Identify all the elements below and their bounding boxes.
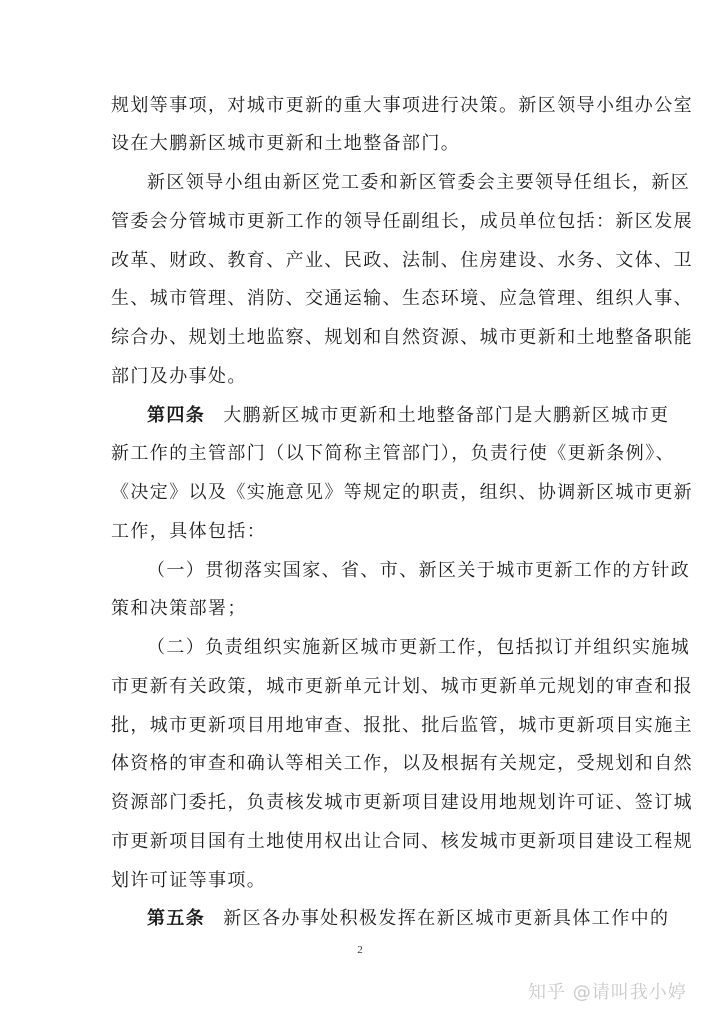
body-text-line: 部门及办事处。 <box>111 366 247 387</box>
body-text-line: 新工作的主管部门（以下简称主管部门），负责行使《更新条例》、 <box>111 443 675 464</box>
watermark: 知乎 @请叫我小婷 <box>528 982 687 1003</box>
article-4-paragraph <box>147 404 670 428</box>
body-text-line: 新区领导小组由新区党工委和新区管委会主要领导任组长，新区 <box>147 172 691 193</box>
body-text-line: 体资格的审查和确认等相关工作，以及根据有关规定，受规划和自然 <box>111 753 693 774</box>
body-text-line: 大鹏新区城市更新和土地整备部门是大鹏新区城市更 <box>223 405 670 426</box>
body-text-line: 市更新项目国有土地使用权出让合同、核发城市更新项目建设工程规 <box>111 831 693 852</box>
body-text-line: 生、城市管理、消防、交通运输、生态环境、应急管理、组织人事、 <box>111 288 693 309</box>
article-5-heading: 第五条 <box>147 908 206 929</box>
body-text-line: 规划等事项，对城市更新的重大事项进行决策。新区领导小组办公室 <box>111 95 693 116</box>
page-number: 2 <box>357 944 363 956</box>
body-text-line: 改革、财政、教育、产业、民政、法制、住房建设、水务、文体、卫 <box>111 250 693 271</box>
body-text-line: 批，城市更新项目用地审查、报批、批后监管，城市更新项目实施主 <box>111 715 693 736</box>
article-4-heading: 第四条 <box>147 405 206 426</box>
body-text-line: 设在大鹏新区城市更新和土地整备部门。 <box>111 133 461 154</box>
list-item-1: （一）贯彻落实国家、省、市、新区关于城市更新工作的方针政 <box>147 560 691 581</box>
body-text-line: 市更新有关政策，城市更新单元计划、城市更新单元规划的审查和报 <box>111 676 693 697</box>
list-item-2: （二）负责组织实施新区城市更新工作，包括拟订并组织实施城 <box>147 637 691 658</box>
body-text-line: 工作，具体包括： <box>111 521 267 542</box>
body-text-line: 策和决策部署； <box>111 598 247 619</box>
body-text-line: 划许可证等事项。 <box>111 870 267 891</box>
body-text-line: 新区各办事处积极发挥在新区城市更新具体工作中的 <box>223 908 670 929</box>
article-5-paragraph <box>147 907 670 931</box>
body-text-line: 综合办、规划土地监察、规划和自然资源、城市更新和土地整备职能 <box>111 327 693 348</box>
body-text-line: 管委会分管城市更新工作的领导任副组长，成员单位包括：新区发展 <box>111 211 693 232</box>
body-text-line: 资源部门委托，负责核发城市更新项目建设用地规划许可证、签订城 <box>111 792 693 813</box>
body-text-line: 《决定》以及《实施意见》等规定的职责，组织、协调新区城市更新 <box>111 482 693 503</box>
